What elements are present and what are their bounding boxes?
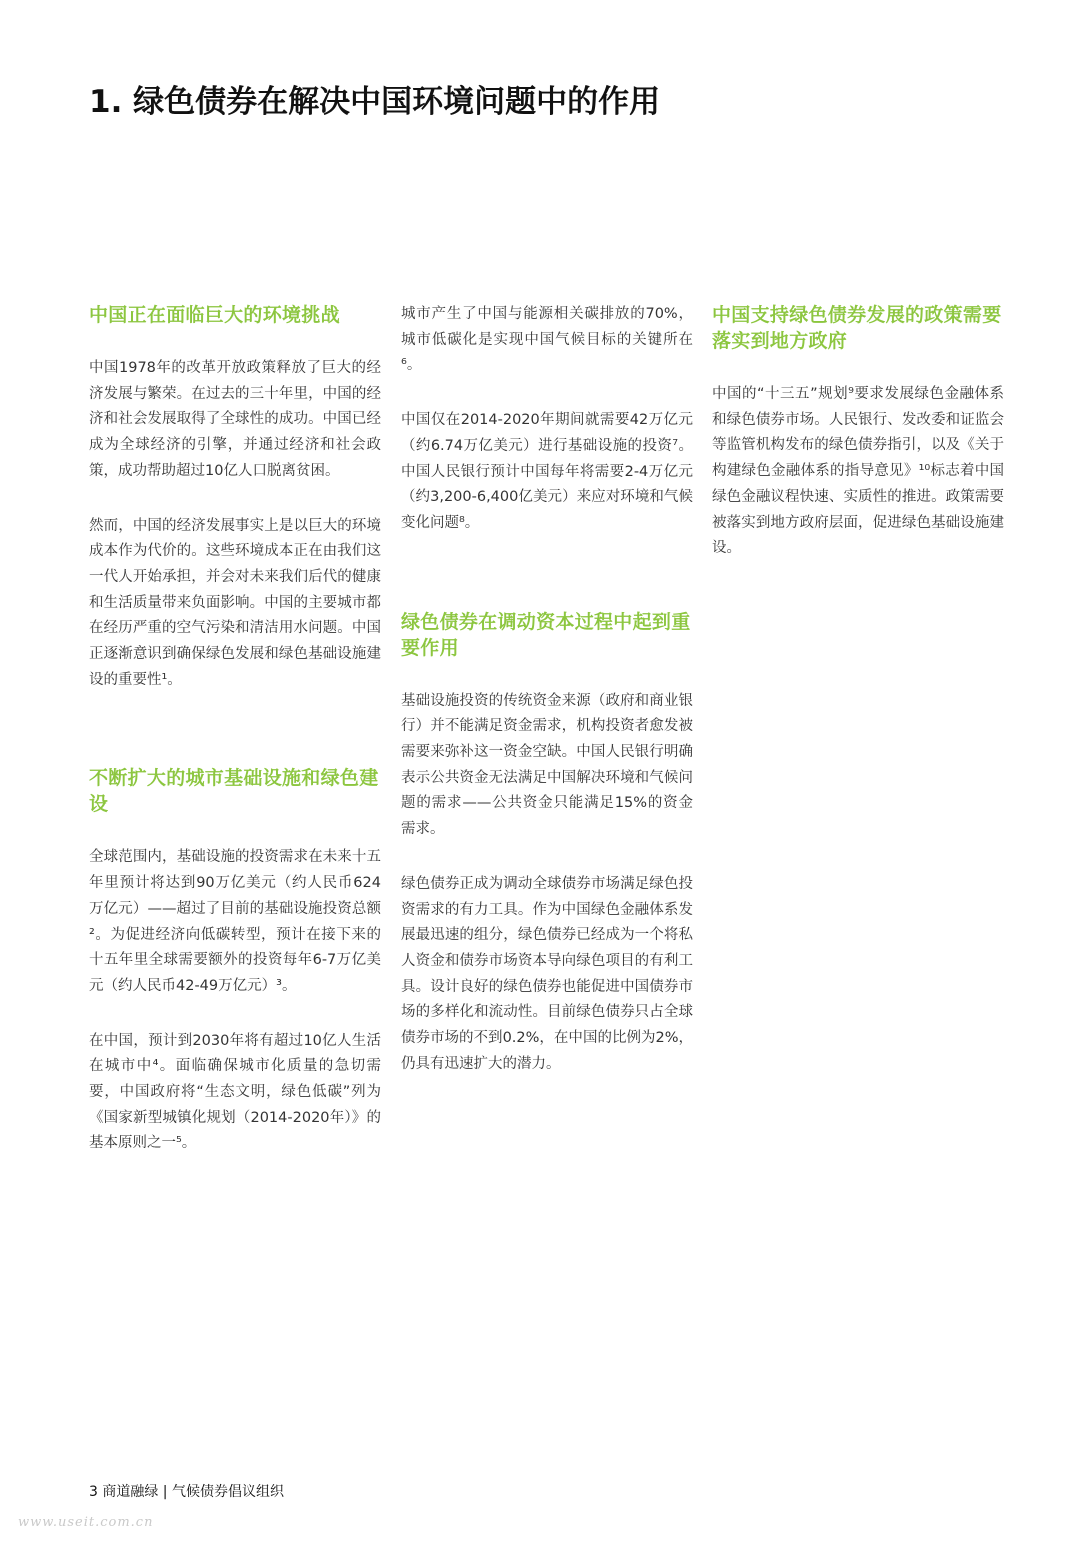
paragraph-urban-carbon-emissions: 城市产生了中国与能源相关碳排放的70%，城市低碳化是实现中国气候目标的关键所在⁶。 — [401, 306, 693, 374]
middle-column — [401, 302, 693, 1077]
section-heading-environmental-challenges: 中国正在面临巨大的环境挑战 — [89, 304, 340, 326]
section-heading-mobilizing-capital: 绿色债券在调动资本过程中起到重要作用 — [401, 610, 691, 659]
right-column — [712, 302, 1004, 562]
paragraph-funding-gap: 基础设施投资的传统资金来源（政府和商业银行）并不能满足资金需求，机构投资者愈发被需要来弥补这一资金空缺。中国人民银行明确表示公共资金无法满足中国解决环境和气候问题的需求——公共资金只能满足15%的资金需求。 — [401, 692, 693, 838]
paragraph-urbanization-2030: 在中国，预计到2030年将有超过10亿人生活在城市中⁴。面临确保城市化质量的急切需要，中国政府将“生态文明，绿色低碳”列为《国家新型城镇化规划（2014-2020年）》的基本原则之一⁵。 — [89, 1032, 381, 1152]
left-column — [89, 302, 381, 1157]
paragraph-reform-growth: 中国1978年的改革开放政策释放了巨大的经济发展与繁荣。在过去的三十年里，中国的经济和社会发展取得了全球性的成功。中国已经成为全球经济的引擎，并通过经济和社会政策，成功帮助超过10亿人口脱离贫困。 — [89, 360, 381, 479]
paragraph-environmental-cost: 然而，中国的经济发展事实上是以巨大的环境成本作为代价的。这些环境成本正在由我们这一代人开始承担，并会对未来我们后代的健康和生活质量带来负面影响。中国的主要城市都在经历严重的空气污染和清洁用水问题。中国正逐渐意识到确保绿色发展和绿色基础设施建设的重要性¹。 — [89, 517, 381, 688]
watermark: www.useit.com.cn — [18, 1515, 154, 1530]
page-title: 1. 绿色债券在解决中国环境问题中的作用 — [89, 84, 661, 120]
section-heading-urban-infrastructure: 不断扩大的城市基础设施和绿色建设 — [89, 767, 379, 816]
paragraph-five-year-plan: 中国的“十三五”规划⁹要求发展绿色金融体系和绿色债券市场。人民银行、发改委和证监会等监管机构发布的绿色债券指引，以及《关于构建绿色金融体系的指导意见》¹⁰标志着中国绿色金融议程快速、实质性的推进。政策需要被落实到地方政府层面，促进绿色基础设施建设。 — [712, 386, 1004, 557]
section-heading-local-policy: 中国支持绿色债券发展的政策需要落实到地方政府 — [712, 304, 1002, 352]
paragraph-green-bond-tool: 绿色债券正成为调动全球债券市场满足绿色投资需求的有力工具。作为中国绿色金融体系发展最迅速的组分，绿色债券已经成为一个将私人资金和债券市场资本导向绿色项目的有利工具。设计良好的绿色债券也能促进中国债券市场的多样化和流动性。目前绿色债券只占全球债券市场的不到0.2%，在中国的比例为2%，仍具有迅速扩大的潜力。 — [401, 875, 693, 1072]
page-footer: 3 商道融绿 | 气候债券倡议组织 — [89, 1484, 284, 1500]
paragraph-infrastructure-investment-need: 中国仅在2014-2020年期间就需要42万亿元（约6.74万亿美元）进行基础设施的投资⁷。中国人民银行预计中国每年将需要2-4万亿元（约3,200-6,400亿美元）来应对环境和气候变化问题⁸。 — [401, 412, 693, 531]
paragraph-global-infrastructure-demand: 全球范围内，基础设施的投资需求在未来十五年里预计将达到90万亿美元（约人民币624万亿元）——超过了目前的基础设施投资总额²。为促进经济向低碳转型，预计在接下来的十五年里全球需要额外的投资每年6-7万亿美元（约人民币42-49万亿元）³。 — [89, 849, 381, 994]
